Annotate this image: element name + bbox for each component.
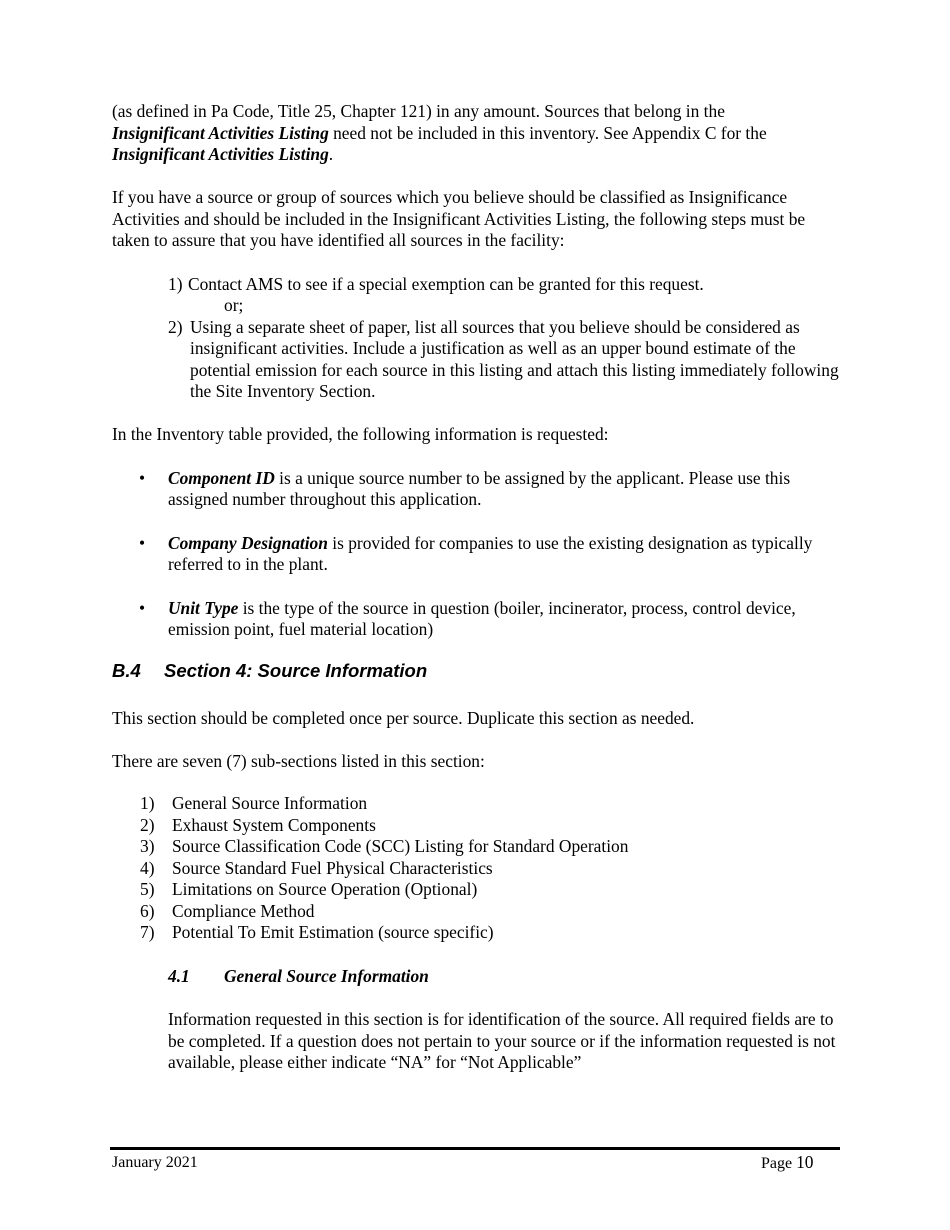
subsection-number: 5) [140,879,155,899]
field-description: is provided for companies to use the existing designation as typically referred to in the plant. [168,532,813,574]
step-item [168,274,840,317]
list-item [112,533,840,576]
page-label: Page [761,1155,793,1172]
step-number: 2) [168,316,183,337]
subsection-label: Compliance Method [172,900,315,921]
field-term: Component ID [168,467,275,488]
section-heading [112,660,840,682]
document-page [112,101,840,1074]
subsection-number: 3) [140,836,155,856]
step-or: or; [224,295,244,315]
subsection-label: Source Classification Code (SCC) Listing for Standard Operation [172,836,629,856]
list-item [112,598,840,641]
section-title: Section 4: Source Information [164,659,428,681]
inventory-intro: In the Inventory table provided, the following information is requested: [112,424,609,444]
list-item [112,836,840,858]
section-paragraph-2: There are seven (7) sub-sections listed in this section: [112,750,485,771]
subsections-list [112,793,840,944]
list-item [112,468,840,511]
subsection-number: 4) [140,857,155,878]
subsection-number: 7) [140,922,155,942]
insignificant-activities-term-2: Insignificant Activities Listing [112,144,329,164]
list-item [112,879,840,901]
list-item [112,793,840,815]
bullet-icon: • [139,467,146,488]
field-description: is the type of the source in question (boiler, incinerator, process, control device, emission point, fuel material location) [168,597,796,639]
list-item [112,922,840,944]
insignificant-activities-term: Insignificant Activities Listing [112,122,329,143]
section-paragraph-1: This section should be completed once per source. Duplicate this section as needed. [112,707,695,728]
intro-line-1: (as defined in Pa Code, Title 25, Chapter 121) in any amount. Sources that belong in the [112,101,725,121]
step-text: Contact AMS to see if a special exemption can be granted for this request. [188,273,704,294]
step-number: 1) [168,273,183,294]
subsection-heading [168,966,840,988]
intro-line-2: need not be included in this inventory. See Appendix C for the [328,122,767,143]
subsection-label: Source Standard Fuel Physical Characteristics [172,857,493,878]
subsection-label: Limitations on Source Operation (Optional) [172,879,478,899]
field-term: Unit Type [168,597,239,618]
subsection-label: General Source Information [172,793,368,813]
subsection-heading-title: General Source Information [224,965,429,986]
footer-divider [110,1147,840,1150]
list-item [112,901,840,923]
subsection-paragraph: Information requested in this section is for identification of the source. All required fields are to be completed. If a question does not pertain to your source or if the information requested is not available, please either indicate “NA” for “Not Applicable” [168,1009,836,1072]
bullet-icon: • [139,532,146,553]
step-text: Using a separate sheet of paper, list all sources that you believe should be considered as insignificant activities. Include a justification as well as an upper bound estimate of the potential emission for each source in this listing and attach this listing immediately following the Site Inventory Section. [190,316,839,401]
footer-date: January 2021 [112,1154,198,1171]
footer-page [761,1152,814,1173]
list-item [112,815,840,837]
subsection-heading-number: 4.1 [168,965,190,986]
inventory-fields-list [112,468,840,641]
bullet-icon: • [139,597,146,618]
subsection-label: Exhaust System Components [172,814,376,835]
subsection-number: 1) [140,793,155,813]
section-number: B.4 [112,659,141,681]
step-item [168,317,840,403]
subsection-number: 2) [140,814,155,835]
field-description: is a unique source number to be assigned by the applicant. Please use this assigned number throughout this application. [168,467,791,509]
list-item [112,858,840,880]
intro-paragraph [112,101,840,166]
steps-intro-paragraph: If you have a source or group of sources which you believe should be classified as Insignificance Activities and should be included in the Insignificant Activities Listing, the following steps must be taken to assure that you have identified all sources in the facility: [112,187,806,250]
intro-line-3: . [328,144,334,164]
page-number: 10 [796,1152,814,1172]
steps-list [112,274,840,403]
subsection-number: 6) [140,900,155,921]
field-term: Company Designation [168,532,328,553]
subsection-label: Potential To Emit Estimation (source specific) [172,922,494,942]
